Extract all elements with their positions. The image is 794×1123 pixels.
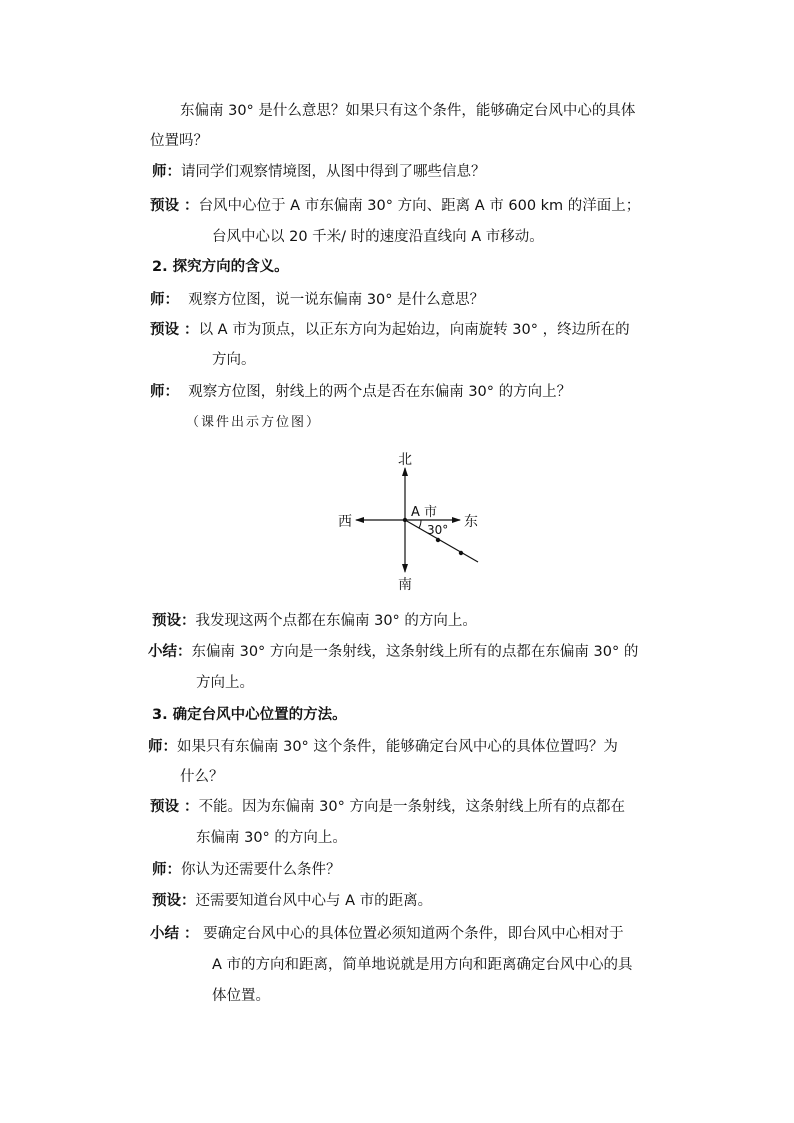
- dialogue-text: 台风中心位于 A 市东偏南 30° 方向、距离 A 市 600 km 的洋面上；: [198, 198, 641, 214]
- angle-arc: [419, 520, 421, 528]
- speaker-label: 小结 ：: [150, 926, 199, 942]
- ray-point: [436, 538, 440, 542]
- section-heading: 3. 确定台风中心位置的方法。: [152, 707, 347, 723]
- dialogue-text: 以 A 市为顶点，以正东方向为起始边，向南旋转 30° ，终边所在的: [198, 322, 630, 338]
- speaker-label: 预设 ：: [150, 799, 199, 815]
- paragraph-line: 方向上。: [196, 675, 254, 691]
- speaker-label: 师：: [152, 164, 181, 180]
- speaker-label: 师：: [148, 739, 177, 755]
- paragraph-line: 什么？: [180, 769, 224, 785]
- dialogue-text: 你认为还需要什么条件？: [181, 862, 341, 878]
- north-label: 北: [398, 452, 412, 468]
- dialogue-text: 要确定台风中心的具体位置必须知道两个条件，即台风中心相对于: [203, 926, 624, 942]
- dialogue-preset: [152, 891, 432, 911]
- speaker-label: 预设 ：: [150, 198, 199, 214]
- dialogue-text: 不能。因为东偏南 30° 方向是一条射线，这条射线上所有的点都在: [198, 799, 625, 815]
- origin-point: [403, 518, 407, 522]
- paragraph-line: 体位置。: [212, 988, 270, 1004]
- dialogue-text: 东偏南 30° 方向是一条射线，这条射线上所有的点都在东偏南 30° 的: [191, 644, 639, 660]
- direction-diagram: [330, 448, 490, 598]
- speaker-label: 师：: [150, 384, 179, 400]
- speaker-label: 预设：: [152, 893, 196, 909]
- dialogue-teacher: [148, 737, 618, 757]
- west-label: 西: [338, 514, 352, 530]
- summary: [148, 642, 638, 662]
- east-label: 东: [464, 514, 478, 530]
- dialogue-teacher: [150, 382, 571, 402]
- paragraph-line: 台风中心以 20 千米/ 时的速度沿直线向 A 市移动。: [212, 229, 544, 245]
- angle-label: 30°: [427, 523, 449, 537]
- dialogue-text: 请同学们观察情境图，从图中得到了哪些信息？: [181, 164, 486, 180]
- south-arrowhead: [402, 564, 408, 573]
- paragraph-line: 东偏南 30° 是什么意思？如果只有这个条件，能够确定台风中心的具体: [180, 103, 636, 119]
- speaker-label: 预设 ：: [150, 322, 199, 338]
- courseware-note: （课件出示方位图）: [186, 415, 322, 430]
- dialogue-teacher: [152, 162, 486, 182]
- summary: [150, 924, 624, 944]
- speaker-label: 师：: [152, 862, 181, 878]
- ray-point: [459, 551, 463, 555]
- east-arrowhead: [452, 517, 461, 523]
- west-arrowhead: [355, 517, 364, 523]
- section-heading: 2. 探究方向的含义。: [152, 259, 289, 275]
- south-label: 南: [398, 577, 412, 593]
- paragraph-line: 方向。: [212, 352, 256, 368]
- dialogue-teacher: [150, 290, 484, 310]
- dialogue-text: 我发现这两个点都在东偏南 30° 的方向上。: [195, 613, 477, 629]
- paragraph-line: A 市的方向和距离，简单地说就是用方向和距离确定台风中心的具: [212, 957, 633, 973]
- dialogue-text: 还需要知道台风中心与 A 市的距离。: [195, 893, 433, 909]
- city-label: A 市: [411, 505, 438, 520]
- dialogue-text: 观察方位图，说一说东偏南 30° 是什么意思？: [188, 292, 485, 308]
- dialogue-preset: [152, 611, 477, 631]
- dialogue-teacher: [152, 860, 341, 880]
- speaker-label: 预设：: [152, 613, 196, 629]
- speaker-label: 师：: [150, 292, 179, 308]
- dialogue-preset: [150, 320, 630, 340]
- dialogue-preset: [150, 797, 625, 817]
- speaker-label: 小结：: [148, 644, 192, 660]
- dialogue-text: 观察方位图，射线上的两个点是否在东偏南 30° 的方向上？: [188, 384, 572, 400]
- paragraph-line: 位置吗？: [150, 133, 208, 149]
- paragraph-line: 东偏南 30° 的方向上。: [196, 830, 347, 846]
- dialogue-text: 如果只有东偏南 30° 这个条件，能够确定台风中心的具体位置吗？为: [177, 739, 618, 755]
- dialogue-preset: [150, 196, 640, 216]
- north-arrowhead: [402, 467, 408, 476]
